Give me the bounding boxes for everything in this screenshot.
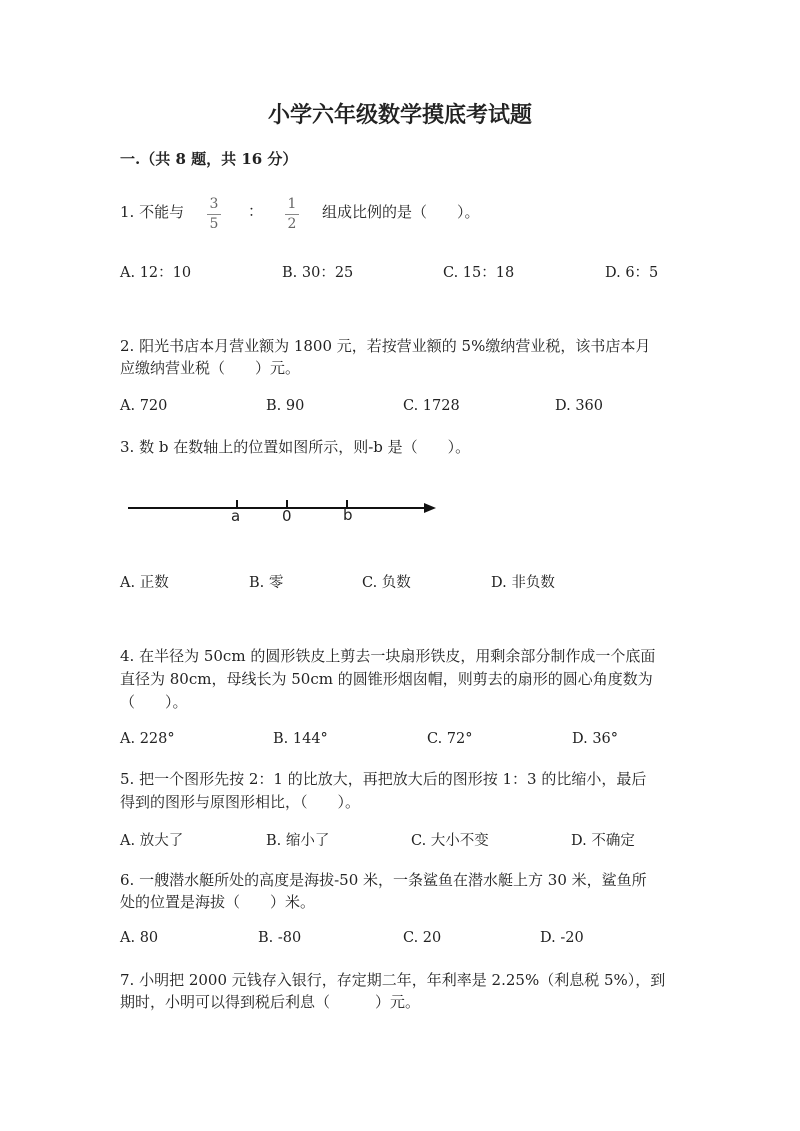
q4-option-c[interactable]: C. 72° [427, 731, 473, 747]
q2-line-1: 2. 阳光书店本月营业额为 1800 元，若按营业额的 5%缴纳营业税，该书店本月 [120, 337, 651, 355]
q4-line-3: （ ）。 [120, 693, 188, 711]
q5-line-2: 得到的图形与原图形相比，（ ）。 [120, 793, 361, 811]
q1-frac1-numerator: 3 [209, 196, 219, 212]
arrow-icon [424, 503, 436, 513]
q1-option-b[interactable]: B. 30：25 [282, 265, 354, 281]
q6-option-a[interactable]: A. 80 [120, 930, 159, 946]
q3-option-c[interactable]: C. 负数 [362, 575, 411, 591]
q2-option-d[interactable]: D. 360 [555, 398, 604, 414]
q1-colon: ： [248, 202, 264, 220]
q3-option-a[interactable]: A. 正数 [120, 575, 169, 591]
q7-line-1: 7. 小明把 2000 元钱存入银行，存定期二年，年利率是 2.25%（利息税 5%），到 [120, 971, 666, 989]
q1-option-d[interactable]: D. 6：5 [605, 265, 659, 281]
q5-option-a[interactable]: A. 放大了 [120, 833, 184, 849]
q5-line-1: 5. 把一个图形先按 2：1 的比放大，再把放大后的图形按 1：3 的比缩小，最后 [120, 770, 647, 788]
q3-line-1: 3. 数 b 在数轴上的位置如图所示，则-b 是（ ）。 [120, 438, 471, 456]
q5-option-d[interactable]: D. 不确定 [571, 833, 635, 849]
q6-option-d[interactable]: D. -20 [540, 930, 584, 946]
q1-suffix: 组成比例的是（ ）。 [322, 203, 480, 221]
q4-line-2: 直径为 80cm，母线长为 50cm 的圆锥形烟囱帽，则剪去的扇形的圆心角度数为 [120, 670, 653, 688]
q6-line-2: 处的位置是海拔（ ）米。 [120, 893, 316, 911]
axis-label-b: b [343, 506, 353, 524]
q1-frac2-denominator: 2 [287, 216, 297, 232]
q4-option-a[interactable]: A. 228° [120, 731, 175, 747]
q6-line-1: 6. 一艘潜水艇所处的高度是海拔-50 米，一条鲨鱼在潜水艇上方 30 米，鲨鱼所 [120, 871, 647, 889]
q6-option-b[interactable]: B. -80 [258, 930, 302, 946]
page-title: 小学六年级数学摸底考试题 [267, 102, 532, 128]
q7-line-2: 期时，小明可以得到税后利息（ ）元。 [120, 993, 421, 1011]
q2-option-a[interactable]: A. 720 [120, 398, 168, 414]
q2-line-2: 应缴纳营业税（ ）元。 [120, 359, 301, 377]
q4-line-1: 4. 在半径为 50cm 的圆形铁皮上剪去一块扇形铁皮，用剩余部分制作成一个底面 [120, 647, 656, 665]
section-heading: 一.（共 8 题，共 16 分） [120, 150, 298, 168]
q4-option-b[interactable]: B. 144° [273, 731, 328, 747]
q1-fraction-1 [207, 197, 221, 232]
q1-option-a[interactable]: A. 12：10 [120, 265, 192, 281]
q6-option-c[interactable]: C. 20 [403, 930, 442, 946]
q5-option-c[interactable]: C. 大小不变 [411, 833, 489, 849]
q1-frac2-numerator: 1 [287, 196, 297, 212]
q2-option-c[interactable]: C. 1728 [403, 398, 460, 414]
q2-option-b[interactable]: B. 90 [266, 398, 305, 414]
q5-option-b[interactable]: B. 缩小了 [266, 833, 330, 849]
q3-option-d[interactable]: D. 非负数 [491, 575, 555, 591]
q1-option-c[interactable]: C. 15：18 [443, 265, 515, 281]
q1-frac1-denominator: 5 [209, 216, 219, 232]
q3-option-b[interactable]: B. 零 [249, 575, 284, 591]
q1-fraction-2 [285, 197, 299, 232]
q4-option-d[interactable]: D. 36° [572, 731, 619, 747]
axis-label-0: 0 [282, 507, 292, 525]
q1-prefix: 1. 不能与 [120, 203, 185, 221]
axis-label-a: a [231, 507, 241, 525]
